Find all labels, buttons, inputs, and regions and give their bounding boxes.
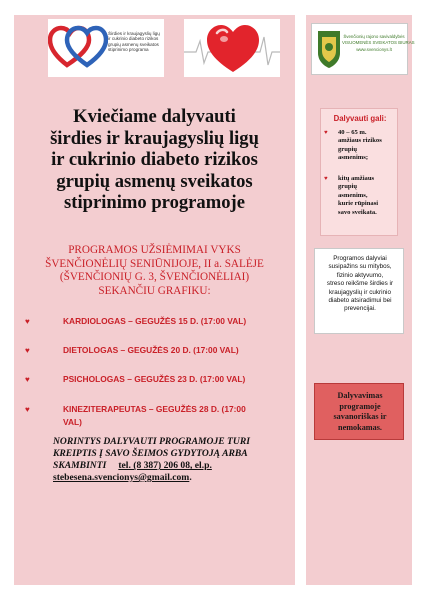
eligibility-item (324, 175, 396, 217)
headline-line: grupių asmenų sveikatos (56, 170, 253, 192)
free-participation-box (314, 383, 404, 440)
eligibility-title: Dalyvauti gali: (333, 114, 387, 123)
eligibility-text: asmenims, (338, 191, 368, 199)
headline-line: širdies ir kraujagyslių ligų (50, 127, 259, 149)
goal-line: diabeto atsiradimui bei (328, 297, 392, 305)
eligibility-item (324, 129, 396, 163)
health-bureau-line: www.svencionys.lt (356, 46, 392, 52)
health-bureau-line: VISUOMENĖS SVEIKATOS BIURAS (342, 40, 415, 46)
contact-period: . (189, 472, 192, 483)
main-panel (14, 15, 295, 585)
program-logo-line: ir cukrinio diabeto rizikos (108, 36, 159, 42)
session-text: KINEZITERAPEUTAS – GEGUŽĖS 28 D. (17:00 (63, 404, 246, 414)
health-bureau-text (342, 34, 415, 53)
eligibility-text: asmenims; (338, 154, 369, 162)
session-text: KARDIOLOGAS – GEGUŽĖS 15 D. (17:00 VAL) (63, 316, 247, 326)
free-participation-text (318, 391, 402, 433)
eligibility-text: kitų amžiaus (338, 175, 375, 182)
free-line: nemokamas. (338, 422, 382, 432)
headline-line: ir cukrinio diabeto rizikos (51, 149, 258, 171)
schedule-intro-line: (ŠVENČIONIŲ G. 3, ŠVENČIONĖLIAI) (59, 271, 250, 284)
schedule-intro (30, 244, 279, 298)
headline-line: stiprinimo programoje (64, 192, 245, 214)
eligibility-text: kurie rūpinasi (338, 200, 379, 208)
heart-bullet-icon: ♥ (324, 176, 328, 182)
phone-number[interactable]: tel. (8 387) 206 08, el.p. (118, 460, 212, 471)
eligibility-text: amžiaus rizikos (338, 137, 382, 145)
coat-of-arms-icon (316, 29, 342, 69)
session-text-continued: VAL) (63, 417, 82, 427)
schedule-intro-line: ŠVENČIONĖLIŲ SENIŪNIJOJE, II a. SALĖJE (45, 257, 264, 270)
session-item (25, 373, 285, 386)
goal-line: fizinio aktyvumo, (336, 271, 384, 279)
program-goal-box (314, 248, 404, 334)
heart-bullet-icon: ♥ (25, 317, 30, 326)
heart-bullet-icon: ♥ (25, 405, 30, 414)
health-bureau-line: Švenčionių rajono savivaldybės (343, 34, 405, 39)
heart-bullet-icon: ♥ (25, 375, 30, 384)
email-link[interactable]: stebesena.svencionys@gmail.com (53, 472, 190, 483)
eligibility-box (320, 108, 398, 236)
contact-line: KREIPTIS Į SAVO ŠEIMOS GYDYTOJĄ ARBA (53, 448, 248, 459)
eligibility-text: grupių (338, 183, 358, 191)
free-line: programoje (339, 401, 381, 411)
eligibility-text: grupių (338, 145, 358, 153)
free-line: Dalyvavimas (337, 391, 383, 400)
session-item (25, 315, 285, 328)
contact-line: SKAMBINTI (53, 460, 107, 471)
session-text: PSICHOLOGAS – GEGUŽĖS 23 D. (17:00 VAL) (63, 374, 246, 384)
schedule-intro-line: PROGRAMOS UŽSIĖMIMAI VYKS (68, 244, 241, 256)
free-line: savanoriškas ir (333, 412, 387, 422)
session-text: DIETOLOGAS – GEGUŽĖS 20 D. (17:00 VAL) (63, 345, 239, 355)
program-logo-line: grupių asmenų sveikatos (108, 41, 159, 47)
program-logo-text (108, 31, 163, 53)
schedule-intro-line: SEKANČIU GRAFIKU: (98, 284, 211, 297)
poster-headline (28, 106, 281, 214)
program-logo-line: Širdies ir kraujagyslių ligų (108, 31, 160, 36)
heart-ecg-image (184, 19, 280, 77)
program-goal-text (318, 255, 402, 314)
session-item (25, 403, 285, 429)
program-logo-line: stiprinimo programa (108, 47, 149, 53)
goal-line: streso reikšme širdies ir (326, 280, 394, 288)
heart-bullet-icon: ♥ (25, 346, 30, 355)
contact-info (53, 436, 281, 484)
goal-line: kraujagyslių ir cukrinio (329, 288, 391, 296)
heart-bullet-icon: ♥ (324, 130, 328, 136)
eligibility-text: 40 – 65 m. (338, 129, 367, 136)
goal-line: susipažins su mitybos, (328, 263, 392, 271)
intertwined-hearts-icon (48, 19, 108, 77)
session-item (25, 344, 285, 357)
health-bureau-logo (311, 23, 415, 75)
heartbeat-icon (184, 19, 280, 77)
eligibility-text: savo sveikata. (338, 208, 377, 216)
program-logo (48, 19, 164, 77)
goal-line: Programos dalyviai (333, 255, 387, 262)
goal-line: prevencijai. (344, 305, 376, 313)
headline-line: Kviečiame dalyvauti (73, 106, 236, 127)
contact-line: NORINTYS DALYVAUTI PROGRAMOJE TURI (53, 436, 250, 447)
